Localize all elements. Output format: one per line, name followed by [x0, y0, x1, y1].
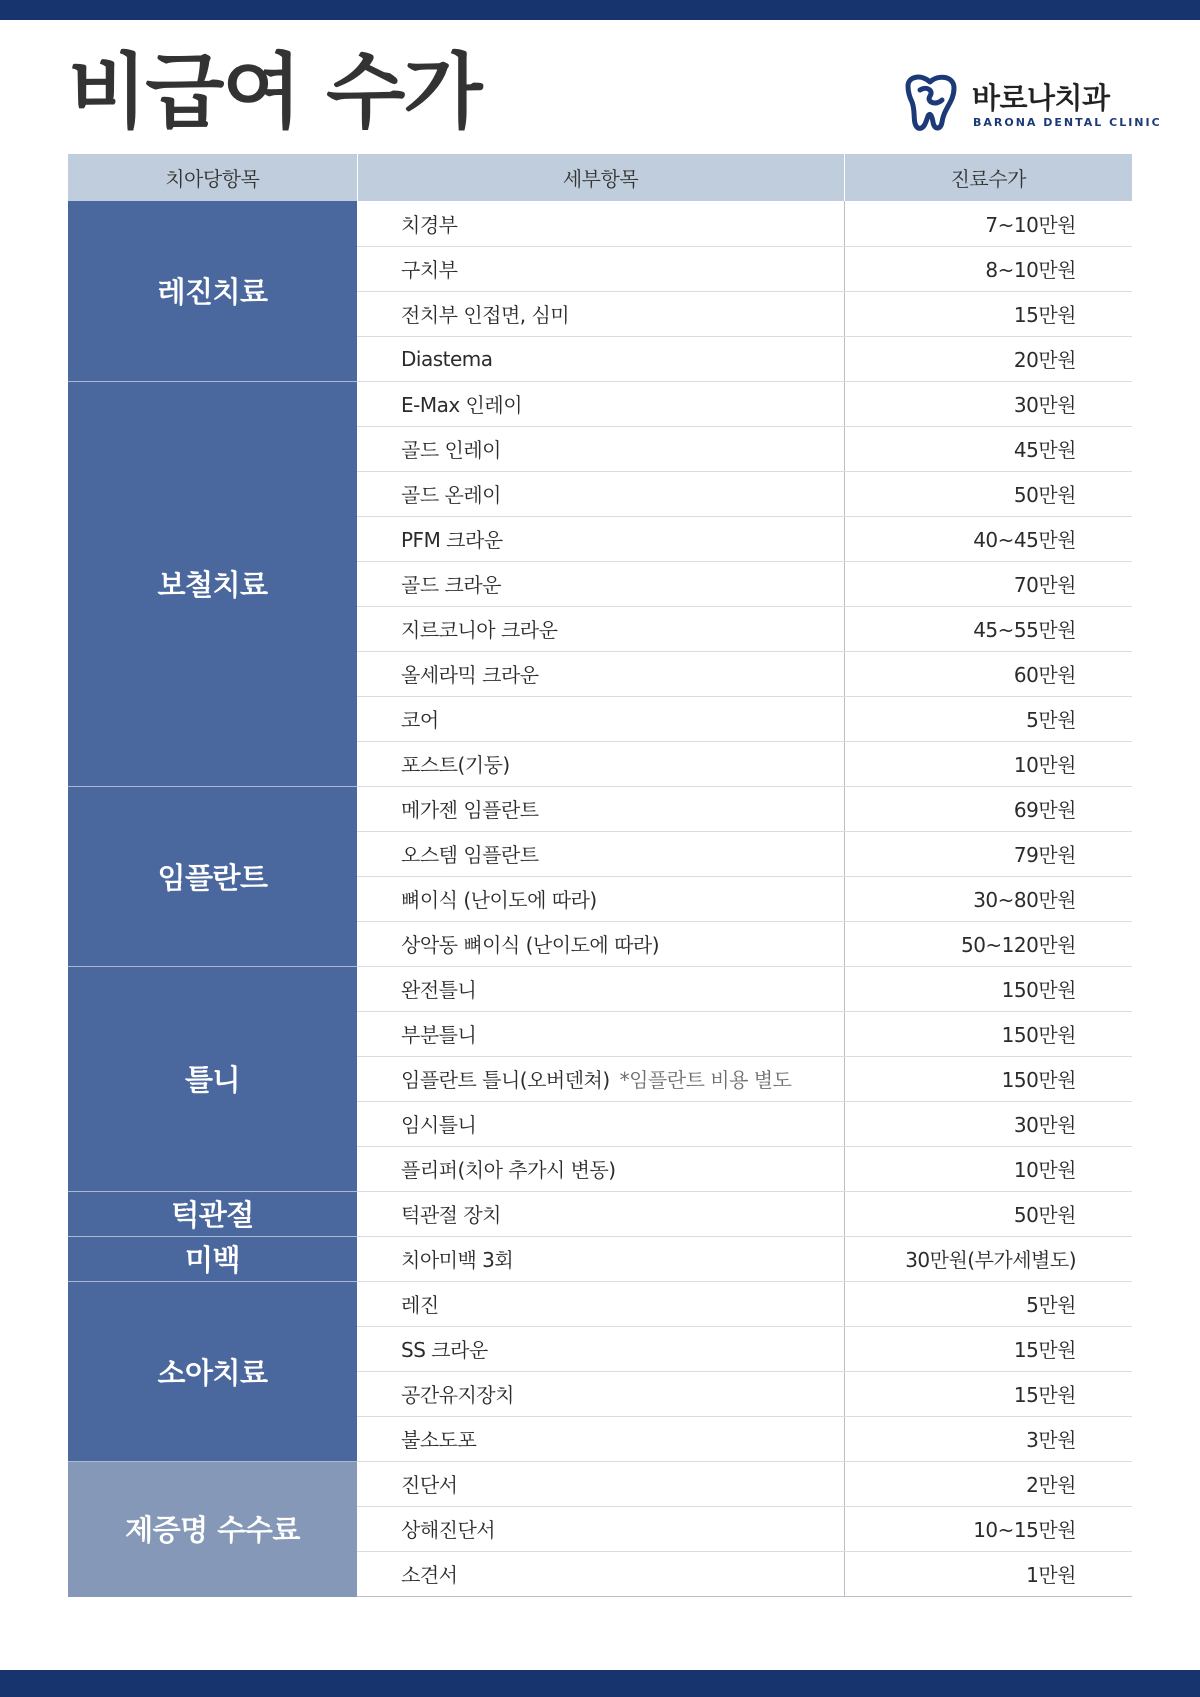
- price-cell: 150만원: [844, 966, 1132, 1011]
- table-row: [68, 786, 1132, 831]
- price-cell: 60만원: [844, 651, 1132, 696]
- item-label: 올세라믹 크라운: [401, 663, 539, 687]
- price-cell: 7~10만원: [844, 201, 1132, 246]
- price-cell: 10만원: [844, 1146, 1132, 1191]
- category-cell: 턱관절: [68, 1191, 357, 1236]
- item-cell: [357, 1551, 844, 1596]
- item-cell: [357, 1191, 844, 1236]
- item-label: 코어: [401, 708, 439, 732]
- item-cell: [357, 1056, 844, 1101]
- price-cell: 2만원: [844, 1461, 1132, 1506]
- price-cell: 50만원: [844, 1191, 1132, 1236]
- category-cell: 제증명 수수료: [68, 1461, 357, 1596]
- item-cell: [357, 876, 844, 921]
- price-cell: 45만원: [844, 426, 1132, 471]
- item-label: 골드 크라운: [401, 573, 501, 597]
- price-cell: 15만원: [844, 1371, 1132, 1416]
- clinic-name: 바로나치과: [972, 81, 1110, 115]
- item-label: SS 크라운: [401, 1338, 488, 1362]
- category-cell: 소아치료: [68, 1281, 357, 1461]
- item-label: 치경부: [401, 212, 458, 237]
- item-label: 치아미백 3회: [401, 1248, 514, 1272]
- item-cell: [357, 741, 844, 786]
- bottom-accent-bar: [0, 1670, 1200, 1697]
- item-label: 소견서: [401, 1563, 458, 1587]
- item-label: 구치부: [401, 258, 458, 282]
- price-cell: 30~80만원: [844, 876, 1132, 921]
- table-row: [68, 1461, 1132, 1506]
- item-label: 메가젠 임플란트: [401, 798, 539, 822]
- item-label: 부분틀니: [401, 1023, 477, 1047]
- item-cell: [357, 1146, 844, 1191]
- item-label: E-Max 인레이: [401, 393, 523, 417]
- item-cell: [357, 381, 844, 426]
- item-label: 완전틀니: [401, 978, 477, 1002]
- price-cell: 5만원: [844, 696, 1132, 741]
- price-cell: 45~55만원: [844, 606, 1132, 651]
- item-cell: [357, 246, 844, 291]
- item-label: PFM 크라운: [401, 528, 503, 552]
- item-label: 골드 온레이: [401, 483, 501, 507]
- price-cell: 15만원: [844, 1326, 1132, 1371]
- item-label: 골드 인레이: [401, 438, 501, 462]
- item-cell: [357, 786, 844, 831]
- item-cell: [357, 921, 844, 966]
- price-cell: 10만원: [844, 741, 1132, 786]
- item-cell: [357, 1326, 844, 1371]
- table-row: [68, 381, 1132, 426]
- table-row: [68, 1281, 1132, 1326]
- item-label: 턱관절 장치: [401, 1203, 501, 1227]
- tooth-logo-icon: [900, 72, 962, 134]
- price-cell: 69만원: [844, 786, 1132, 831]
- item-label: 공간유지장치: [401, 1383, 514, 1407]
- price-cell: 70만원: [844, 561, 1132, 606]
- table-row: [68, 1236, 1132, 1281]
- item-label: 포스트(기둥): [401, 753, 510, 777]
- item-label: 불소도포: [401, 1428, 477, 1452]
- price-cell: 150만원: [844, 1011, 1132, 1056]
- item-cell: [357, 336, 844, 381]
- price-cell: 50~120만원: [844, 921, 1132, 966]
- page-title: 비급여 수가: [68, 45, 481, 140]
- item-label: 오스템 임플란트: [401, 843, 539, 867]
- item-cell: [357, 1236, 844, 1281]
- category-cell: 미백: [68, 1236, 357, 1281]
- price-cell: 30만원: [844, 381, 1132, 426]
- price-cell: 30만원(부가세별도): [844, 1236, 1132, 1281]
- clinic-subtitle: BARONA DENTAL CLINIC: [973, 116, 1162, 129]
- item-cell: [357, 426, 844, 471]
- fee-table-body: [68, 201, 1132, 1596]
- header-detail: 세부항목: [357, 154, 844, 201]
- item-label: 진단서: [401, 1473, 458, 1497]
- item-cell: [357, 1011, 844, 1056]
- price-cell: 50만원: [844, 471, 1132, 516]
- price-cell: 79만원: [844, 831, 1132, 876]
- table-row: [68, 1191, 1132, 1236]
- item-label: 뼈이식 (난이도에 따라): [401, 888, 597, 912]
- clinic-logo: [900, 72, 1162, 138]
- category-cell: 레진치료: [68, 201, 357, 381]
- price-cell: 8~10만원: [844, 246, 1132, 291]
- item-label: 지르코니아 크라운: [401, 618, 558, 642]
- item-label: 레진: [401, 1293, 439, 1317]
- table-header-row: [68, 154, 1132, 201]
- item-label: 상악동 뼈이식 (난이도에 따라): [401, 933, 660, 957]
- category-cell: 임플란트: [68, 786, 357, 966]
- item-cell: [357, 651, 844, 696]
- price-cell: 20만원: [844, 336, 1132, 381]
- item-cell: [357, 1461, 844, 1506]
- price-cell: 40~45만원: [844, 516, 1132, 561]
- item-cell: [357, 201, 844, 246]
- item-cell: [357, 291, 844, 336]
- item-label: Diastema: [401, 346, 493, 371]
- header-category: 치아당항목: [68, 154, 357, 201]
- item-cell: [357, 606, 844, 651]
- item-cell: [357, 1506, 844, 1551]
- item-cell: [357, 1371, 844, 1416]
- item-cell: [357, 966, 844, 1011]
- item-cell: [357, 831, 844, 876]
- item-label: 전치부 인접면, 심미: [401, 303, 570, 327]
- item-label: 플리퍼(치아 추가시 변동): [401, 1158, 616, 1182]
- price-cell: 15만원: [844, 291, 1132, 336]
- item-cell: [357, 1281, 844, 1326]
- header-price: 진료수가: [844, 154, 1132, 201]
- item-cell: [357, 696, 844, 741]
- item-cell: [357, 471, 844, 516]
- item-cell: [357, 1101, 844, 1146]
- fee-table: [68, 154, 1132, 1597]
- item-label: 상해진단서: [401, 1518, 496, 1542]
- category-cell: 보철치료: [68, 381, 357, 786]
- item-cell: [357, 516, 844, 561]
- item-note: *임플란트 비용 별도: [619, 1068, 792, 1092]
- price-cell: 1만원: [844, 1551, 1132, 1596]
- item-label: 임플란트 틀니(오버덴쳐): [401, 1068, 610, 1092]
- item-cell: [357, 1416, 844, 1461]
- category-cell: 틀니: [68, 966, 357, 1191]
- price-cell: 3만원: [844, 1416, 1132, 1461]
- price-cell: 30만원: [844, 1101, 1132, 1146]
- table-row: [68, 201, 1132, 246]
- item-cell: [357, 561, 844, 606]
- top-accent-bar: [0, 0, 1200, 20]
- price-cell: 10~15만원: [844, 1506, 1132, 1551]
- table-row: [68, 966, 1132, 1011]
- price-cell: 5만원: [844, 1281, 1132, 1326]
- price-cell: 150만원: [844, 1056, 1132, 1101]
- item-label: 임시틀니: [401, 1113, 477, 1137]
